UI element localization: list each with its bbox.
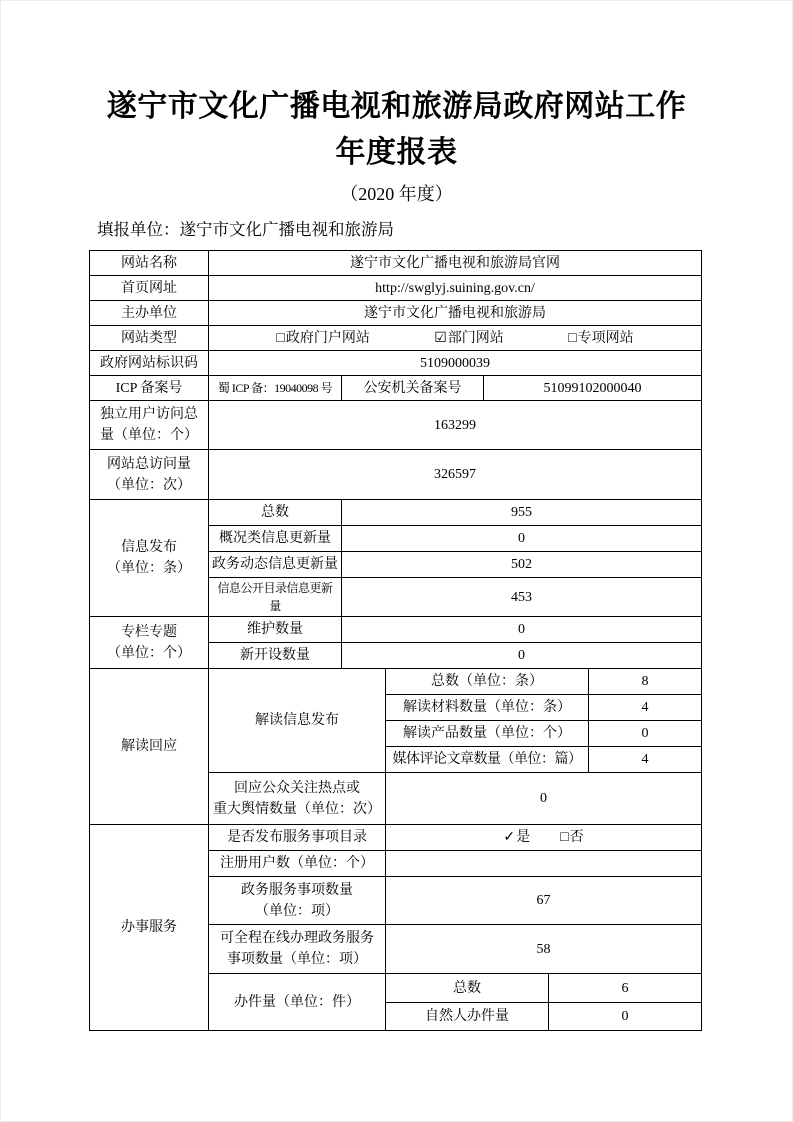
row-interpretation-total — [90, 669, 702, 695]
unique-visitors-label-line1: 独立用户访问总 — [100, 407, 198, 422]
special-topics-label-line2: （单位：个） — [107, 645, 191, 661]
site-type-options — [212, 328, 698, 349]
interpretation-media-label: 媒体评论文章数量（单位：篇） — [386, 747, 589, 773]
checkbox-checked-icon: ☑ — [434, 330, 447, 346]
info-publish-dynamic-value: 502 — [342, 552, 702, 578]
site-type-option-department — [434, 328, 504, 349]
total-visits-label-line1: 网站总访问量 — [107, 456, 191, 472]
info-publish-total-label: 总数 — [209, 500, 342, 526]
row-unique-visitors — [90, 401, 702, 450]
services-catalog-options — [389, 827, 698, 848]
report-period: （2020 年度） — [340, 184, 453, 204]
interpretation-total-label: 总数（单位：条） — [386, 669, 589, 695]
interpretation-products-value: 0 — [589, 721, 702, 747]
home-url-value: http://swglyj.suining.gov.cn/ — [209, 276, 702, 301]
interpretation-response-label — [209, 773, 386, 825]
row-organizer — [90, 301, 702, 326]
interpretation-publish-label: 解读信息发布 — [209, 669, 386, 773]
site-type-option-portal-text: 政府门户网站 — [285, 330, 370, 346]
online-items-label-line1: 可全程在线办理政务服务 — [220, 931, 374, 946]
checkmark-icon: ✓ — [503, 830, 516, 845]
unique-visitors-value: 163299 — [209, 401, 702, 450]
services-catalog-value — [386, 825, 702, 851]
site-code-label: 政府网站标识码 — [90, 351, 209, 376]
interpretation-media-value: 4 — [589, 747, 702, 773]
info-publish-dynamic-label: 政务动态信息更新量 — [209, 552, 342, 578]
row-site-name — [90, 251, 702, 276]
services-catalog-yes-text: 是 — [516, 830, 531, 845]
online-items-value: 58 — [386, 925, 702, 974]
transactions-total-value: 6 — [549, 974, 702, 1003]
site-type-option-special-text: 专项网站 — [577, 330, 634, 346]
services-catalog-no — [560, 827, 583, 848]
organizer-label: 主办单位 — [90, 301, 209, 326]
interpretation-total-value: 8 — [589, 669, 702, 695]
site-type-option-portal — [276, 328, 369, 349]
row-icp — [90, 376, 702, 401]
checkbox-unchecked-icon: □ — [568, 330, 577, 346]
info-publish-label-line1: 信息发布 — [121, 540, 177, 555]
service-items-label — [209, 877, 386, 925]
special-topics-new-label: 新开设数量 — [209, 643, 342, 669]
special-topics-label-line1: 专栏专题 — [121, 624, 177, 640]
checkbox-unchecked-icon: □ — [276, 330, 285, 346]
service-items-label-line2: （单位：项） — [255, 903, 339, 919]
online-items-label — [209, 925, 386, 974]
row-services-catalog — [90, 825, 702, 851]
interpretation-materials-label: 解读材料数量（单位：条） — [386, 695, 589, 721]
page-title — [0, 0, 793, 176]
row-site-type — [90, 326, 702, 351]
site-type-options-cell — [209, 326, 702, 351]
site-code-value: 5109000039 — [209, 351, 702, 376]
security-record-value: 51099102000040 — [484, 376, 702, 401]
info-publish-label-line2: （单位：条） — [107, 561, 191, 576]
home-url-label: 首页网址 — [90, 276, 209, 301]
icp-value: 蜀 ICP 备：19040098 号 — [209, 376, 342, 401]
info-publish-catalog-value: 453 — [342, 578, 702, 617]
interpretation-response-label-line2: 重大舆情数量（单位：次） — [213, 801, 381, 817]
special-topics-maintained-label: 维护数量 — [209, 617, 342, 643]
services-catalog-yes — [503, 827, 530, 848]
page-title-line2: 年度报表 — [335, 136, 458, 169]
site-type-option-department-text: 部门网站 — [447, 330, 504, 346]
interpretation-response-label-line1: 回应公众关注热点或 — [234, 780, 360, 796]
total-visits-value: 326597 — [209, 450, 702, 500]
reporting-unit: 填报单位：遂宁市文化广播电视和旅游局 — [97, 220, 394, 239]
transactions-natural-person-label: 自然人办件量 — [386, 1003, 549, 1031]
special-topics-maintained-value: 0 — [342, 617, 702, 643]
online-items-label-line2: 事项数量（单位：项） — [227, 952, 367, 967]
services-label: 办事服务 — [90, 825, 209, 1031]
unique-visitors-label-line2: 量（单位：个） — [100, 428, 198, 443]
unique-visitors-label — [90, 401, 209, 450]
row-special-topics-maintained — [90, 617, 702, 643]
interpretation-response-value: 0 — [386, 773, 702, 825]
total-visits-label — [90, 450, 209, 500]
row-home-url — [90, 276, 702, 301]
report-table — [89, 250, 702, 1031]
row-info-publish-total — [90, 500, 702, 526]
site-type-option-special — [568, 328, 633, 349]
interpretation-label: 解读回应 — [90, 669, 209, 825]
transactions-label: 办件量（单位：件） — [209, 974, 386, 1031]
registered-users-value — [386, 851, 702, 877]
info-publish-catalog-label: 信息公开目录信息更新量 — [209, 578, 342, 617]
service-items-value: 67 — [386, 877, 702, 925]
interpretation-products-label: 解读产品数量（单位：个） — [386, 721, 589, 747]
site-type-label: 网站类型 — [90, 326, 209, 351]
row-site-code — [90, 351, 702, 376]
service-items-label-line1: 政务服务事项数量 — [241, 882, 353, 898]
page-title-line1: 遂宁市文化广播电视和旅游局政府网站工作 — [106, 90, 687, 123]
info-publish-total-value: 955 — [342, 500, 702, 526]
interpretation-materials-value: 4 — [589, 695, 702, 721]
info-publish-overview-label: 概况类信息更新量 — [209, 526, 342, 552]
checkbox-unchecked-icon: □ — [560, 830, 569, 845]
info-publish-overview-value: 0 — [342, 526, 702, 552]
special-topics-label — [90, 617, 209, 669]
total-visits-label-line2: （单位：次） — [107, 477, 191, 493]
special-topics-new-value: 0 — [342, 643, 702, 669]
organizer-value: 遂宁市文化广播电视和旅游局 — [209, 301, 702, 326]
security-record-label: 公安机关备案号 — [342, 376, 484, 401]
site-name-value: 遂宁市文化广播电视和旅游局官网 — [209, 251, 702, 276]
info-publish-label — [90, 500, 209, 617]
services-catalog-no-text: 否 — [569, 830, 584, 845]
services-catalog-label: 是否发布服务事项目录 — [209, 825, 386, 851]
registered-users-label: 注册用户数（单位：个） — [209, 851, 386, 877]
icp-label: ICP 备案号 — [90, 376, 209, 401]
site-name-label: 网站名称 — [90, 251, 209, 276]
row-total-visits — [90, 450, 702, 500]
transactions-natural-person-value: 0 — [549, 1003, 702, 1031]
transactions-total-label: 总数 — [386, 974, 549, 1003]
